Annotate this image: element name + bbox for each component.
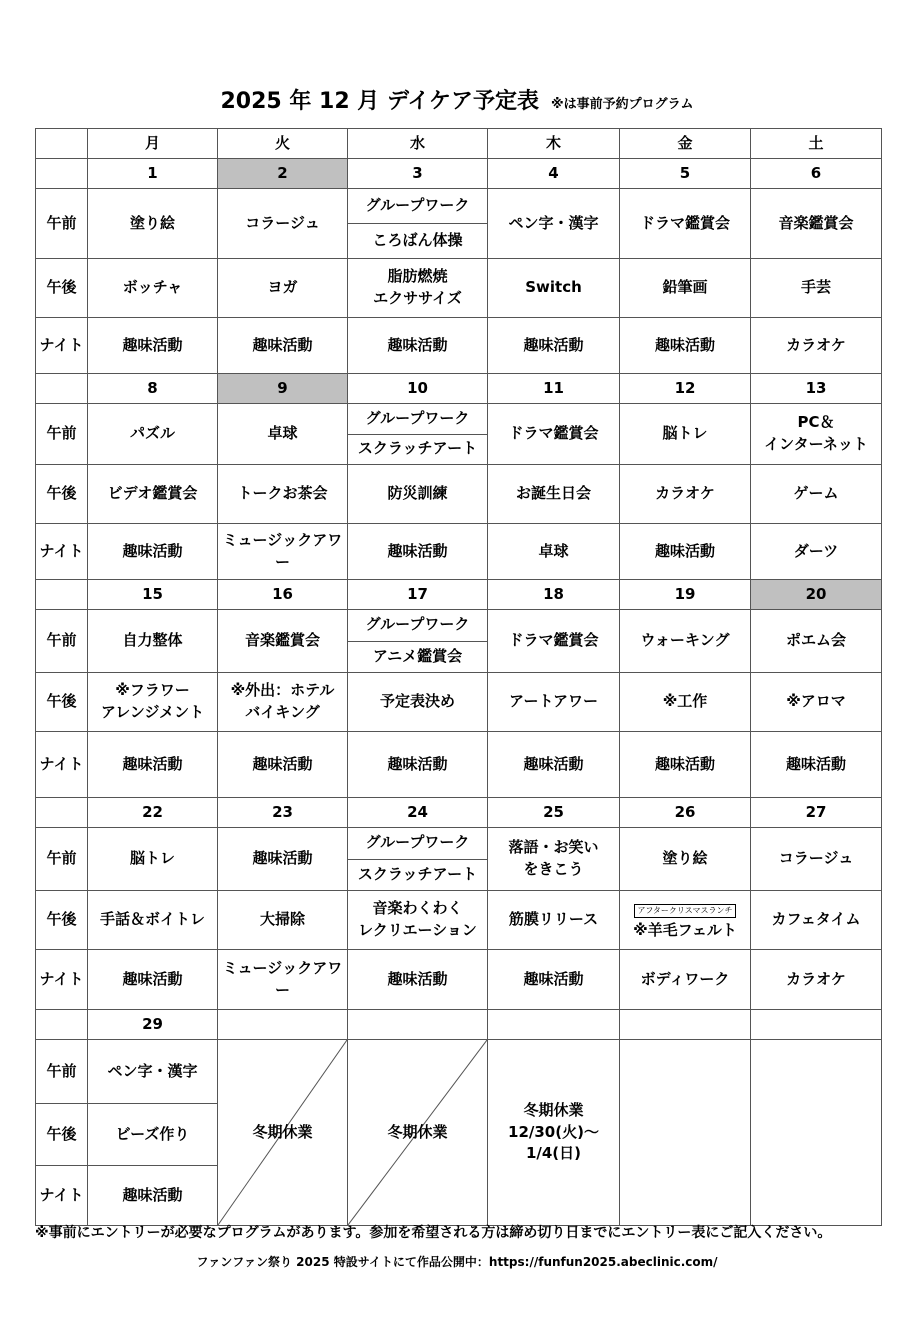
night-cell: 趣味活動: [620, 732, 751, 798]
am-row: [36, 1040, 882, 1104]
am-text: 音楽鑑賞会: [778, 213, 854, 232]
pm-text: ※羊毛フェルト: [633, 921, 737, 939]
night-cell: 趣味活動: [88, 318, 218, 374]
night-row: [36, 524, 882, 580]
holiday-line: 12/30(火)～: [508, 1122, 599, 1141]
night-row: [36, 732, 882, 798]
title-main: 2025 年 12 月 デイケア予定表: [220, 89, 539, 114]
am-text: ドラマ鑑賞会: [508, 424, 599, 443]
pm-cell: [88, 891, 218, 950]
am-split-top: グループワーク: [348, 189, 487, 224]
am-cell: [218, 189, 348, 259]
date-cell: 25: [488, 798, 620, 828]
night-cell: 趣味活動: [488, 950, 620, 1010]
weekday-wed: 水: [348, 129, 488, 159]
date-cell: 5: [620, 159, 751, 189]
date-cell: 27: [751, 798, 882, 828]
pm-text: エクササイズ: [373, 289, 462, 307]
date-cell: 13: [751, 374, 882, 404]
night-cell: 趣味活動: [348, 524, 488, 580]
am-split-top: グループワーク: [348, 828, 487, 860]
pm-text: 予定表決め: [379, 692, 455, 711]
am-cell: [620, 189, 751, 259]
pm-text: ※工作: [662, 692, 708, 711]
am-text: ペン字・漢字: [508, 213, 599, 232]
date-row: [36, 580, 882, 610]
pm-cell: [620, 259, 751, 318]
pm-cell: [348, 891, 488, 950]
am-text: 塗り絵: [662, 849, 708, 868]
pm-text: 鉛筆画: [662, 278, 708, 297]
holiday-text: 冬期休業: [387, 1122, 448, 1141]
am-split-top: グループワーク: [348, 610, 487, 642]
holiday-wed: [348, 1040, 488, 1226]
pm-cell: [88, 673, 218, 732]
am-cell: [218, 404, 348, 465]
am-cell: [488, 828, 620, 891]
corner-cell: [36, 129, 88, 159]
date-cell: 10: [348, 374, 488, 404]
am-cell: [751, 828, 882, 891]
date-row-label: [36, 1010, 88, 1040]
am-cell: [88, 189, 218, 259]
pm-text: 音楽わくわく: [372, 899, 463, 918]
night-cell: 趣味活動: [751, 732, 882, 798]
date-cell-empty: [218, 1010, 348, 1040]
date-cell-empty: [620, 1010, 751, 1040]
date-row-label: [36, 798, 88, 828]
date-cell: 8: [88, 374, 218, 404]
date-cell: 24: [348, 798, 488, 828]
date-cell: 23: [218, 798, 348, 828]
pm-cell: [88, 465, 218, 524]
date-row-label: [36, 374, 88, 404]
weekday-mon: 月: [88, 129, 218, 159]
am-split: [348, 404, 487, 464]
pm-cell: [488, 465, 620, 524]
pm-cell: [620, 673, 751, 732]
pm-cell: [348, 673, 488, 732]
date-cell-empty: [348, 1010, 488, 1040]
pm-text: ヨガ: [267, 278, 298, 297]
date-cell: 6: [751, 159, 882, 189]
date-cell: 12: [620, 374, 751, 404]
night-label: ナイト: [36, 524, 88, 580]
pm-cell: [348, 259, 488, 318]
event-tag: アフタークリスマスランチ: [634, 904, 735, 918]
date-cell: 4: [488, 159, 620, 189]
weekday-sat: 土: [751, 129, 882, 159]
am-cell: [751, 189, 882, 259]
pm-text: ボッチャ: [122, 278, 183, 297]
am-cell: [751, 404, 882, 465]
pm-text: ※アロマ: [786, 692, 846, 711]
pm-cell: [218, 673, 348, 732]
am-text: 趣味活動: [252, 849, 313, 868]
am-cell: [348, 610, 488, 673]
night-cell: ミュージックアワー: [218, 524, 348, 580]
pm-cell: [751, 673, 882, 732]
pm-text: Switch: [525, 278, 582, 297]
night-row: [36, 318, 882, 374]
am-cell: [218, 610, 348, 673]
empty-sat: [751, 1040, 882, 1226]
am-cell: [620, 404, 751, 465]
am-label: 午前: [36, 404, 88, 465]
night-cell: 卓球: [488, 524, 620, 580]
date-cell: 1: [88, 159, 218, 189]
empty-fri: [620, 1040, 751, 1226]
night-cell: 趣味活動: [620, 318, 751, 374]
date-cell: 2: [218, 159, 348, 189]
am-cell: [348, 828, 488, 891]
am-text: パズル: [129, 424, 175, 443]
pm-cell: [488, 891, 620, 950]
pm-text: カラオケ: [655, 484, 715, 503]
am-text: 塗り絵: [129, 213, 175, 232]
pm-text: 防災訓練: [387, 484, 448, 503]
am-row: [36, 828, 882, 891]
night-row: [36, 950, 882, 1010]
pm-cell: [751, 891, 882, 950]
am-split-bottom: スクラッチアート: [357, 439, 478, 458]
pm-text: 大掃除: [259, 910, 305, 929]
pm-text: 筋膜リリース: [508, 910, 599, 929]
pm-text: 手芸: [800, 278, 831, 297]
am-text: 落語・お笑い をきこう: [508, 838, 599, 878]
am-text: 脳トレ: [129, 849, 175, 868]
am-row: [36, 610, 882, 673]
date-cell: 11: [488, 374, 620, 404]
night-cell: カラオケ: [751, 318, 882, 374]
am-cell: [488, 404, 620, 465]
pm-text: お誕生日会: [515, 484, 591, 503]
night-label: ナイト: [36, 318, 88, 374]
pm-row: [36, 465, 882, 524]
date-cell: 15: [88, 580, 218, 610]
pm-text: レクリエーション: [358, 921, 477, 939]
am-split-bottom: ころばん体操: [372, 231, 463, 250]
pm-cell: [218, 465, 348, 524]
pm-text: ゲーム: [793, 484, 839, 503]
am-split: [348, 189, 487, 258]
night-cell: 趣味活動: [88, 524, 218, 580]
pm-cell: [620, 465, 751, 524]
date-cell-empty: [488, 1010, 620, 1040]
date-cell: 16: [218, 580, 348, 610]
pm-label: 午後: [36, 891, 88, 950]
date-cell: 18: [488, 580, 620, 610]
night-cell: 趣味活動: [218, 732, 348, 798]
date-row-label: [36, 580, 88, 610]
am-cell: [488, 610, 620, 673]
pm-cell: [488, 673, 620, 732]
pm-cell: [620, 891, 751, 950]
am-text: ドラマ鑑賞会: [508, 631, 599, 650]
am-text: 自力整体: [122, 631, 183, 650]
pm-cell: [488, 259, 620, 318]
night-cell: ダーツ: [751, 524, 882, 580]
holiday-line: 1/4(日): [525, 1144, 582, 1163]
am-label: 午前: [36, 828, 88, 891]
pm-row: [36, 891, 882, 950]
am-text: PC＆ インターネット: [764, 413, 868, 453]
page-title: [0, 84, 914, 115]
night-cell: カラオケ: [751, 950, 882, 1010]
am-cell: [348, 189, 488, 259]
pm-label: 午後: [36, 259, 88, 318]
night-label: ナイト: [36, 1166, 88, 1226]
am-split-top: グループワーク: [348, 404, 487, 435]
date-row: [36, 374, 882, 404]
night-cell: 趣味活動: [88, 732, 218, 798]
am-cell: [620, 610, 751, 673]
am-split-bottom: アニメ鑑賞会: [372, 646, 463, 665]
pm-text: バイキング: [245, 703, 320, 721]
night-cell: 趣味活動: [348, 950, 488, 1010]
night-cell: 趣味活動: [88, 1166, 218, 1226]
night-cell: 趣味活動: [88, 950, 218, 1010]
am-cell: [620, 828, 751, 891]
date-cell-empty: [751, 1010, 882, 1040]
pm-label: 午後: [36, 673, 88, 732]
pm-text: アートアワー: [508, 692, 599, 711]
pm-cell: [218, 891, 348, 950]
am-label: 午前: [36, 610, 88, 673]
am-split: [348, 610, 487, 672]
date-cell: 3: [348, 159, 488, 189]
am-cell: [88, 610, 218, 673]
am-row: [36, 404, 882, 465]
night-label: ナイト: [36, 732, 88, 798]
night-cell: 趣味活動: [348, 732, 488, 798]
weekday-thu: 木: [488, 129, 620, 159]
pm-text: ※フラワー: [115, 681, 190, 700]
night-cell: 趣味活動: [488, 732, 620, 798]
title-note: ※は事前予約プログラム: [551, 97, 694, 112]
am-text: 脳トレ: [662, 424, 708, 443]
date-cell: 26: [620, 798, 751, 828]
night-cell: 趣味活動: [218, 318, 348, 374]
am-text: ポエム会: [785, 631, 846, 650]
pm-text: アレンジメント: [100, 703, 205, 721]
date-row: [36, 798, 882, 828]
pm-cell: [751, 259, 882, 318]
date-cell: 19: [620, 580, 751, 610]
weekday-tue: 火: [218, 129, 348, 159]
schedule-table: [35, 128, 882, 1226]
date-cell: 20: [751, 580, 882, 610]
am-text: 卓球: [267, 424, 298, 443]
am-split-bottom: スクラッチアート: [357, 864, 478, 883]
am-text: コラージュ: [778, 849, 854, 868]
pm-cell: [218, 259, 348, 318]
holiday-thu: [488, 1040, 620, 1226]
am-cell: [488, 189, 620, 259]
am-cell: [751, 610, 882, 673]
am-label: 午前: [36, 1040, 88, 1104]
night-label: ナイト: [36, 950, 88, 1010]
date-row: [36, 159, 882, 189]
night-cell: ボディワーク: [620, 950, 751, 1010]
pm-row: [36, 673, 882, 732]
pm-label: 午後: [36, 1104, 88, 1166]
am-text: ドラマ鑑賞会: [639, 213, 730, 232]
am-cell: [348, 404, 488, 465]
pm-row: [36, 259, 882, 318]
pm-text: カフェタイム: [771, 910, 861, 929]
pm-cell: [88, 259, 218, 318]
am-label: 午前: [36, 189, 88, 259]
date-cell: 22: [88, 798, 218, 828]
holiday-line: 冬期休業: [523, 1100, 584, 1119]
date-row-label: [36, 159, 88, 189]
pm-cell: [348, 465, 488, 524]
am-row: [36, 189, 882, 259]
am-cell: [88, 828, 218, 891]
pm-text: 手話＆ボイトレ: [99, 910, 205, 929]
night-cell: ミュージックアワー: [218, 950, 348, 1010]
pm-text: 脂肪燃焼: [387, 267, 448, 286]
am-cell: [88, 404, 218, 465]
weekday-fri: 金: [620, 129, 751, 159]
weekday-header-row: [36, 129, 882, 159]
night-cell: 趣味活動: [488, 318, 620, 374]
am-cell: [218, 828, 348, 891]
holiday-text: 冬期休業: [252, 1122, 313, 1141]
date-row: [36, 1010, 882, 1040]
am-text: ウォーキング: [640, 631, 730, 650]
pm-cell: ビーズ作り: [88, 1104, 218, 1166]
night-cell: 趣味活動: [348, 318, 488, 374]
date-cell: 29: [88, 1010, 218, 1040]
footnote: ※事前にエントリーが必要なプログラムがあります。参加を希望される方は締め切り日までにエントリー表にご記入ください。: [35, 1225, 832, 1241]
am-cell: ペン字・漢字: [88, 1040, 218, 1104]
pm-text: トークお茶会: [237, 484, 328, 503]
am-text: 音楽鑑賞会: [244, 631, 320, 650]
pm-cell: [751, 465, 882, 524]
am-split: [348, 828, 487, 890]
pm-text: ビデオ鑑賞会: [107, 484, 198, 503]
am-text: コラージュ: [245, 213, 320, 232]
night-cell: 趣味活動: [620, 524, 751, 580]
pm-label: 午後: [36, 465, 88, 524]
site-notice: ファンファン祭り 2025 特設サイトにて作品公開中：https://funfun2025.abeclinic.com/: [196, 1255, 718, 1269]
pm-text: ※外出：ホテル: [230, 681, 335, 700]
date-cell: 9: [218, 374, 348, 404]
holiday-tue: [218, 1040, 348, 1226]
date-cell: 17: [348, 580, 488, 610]
